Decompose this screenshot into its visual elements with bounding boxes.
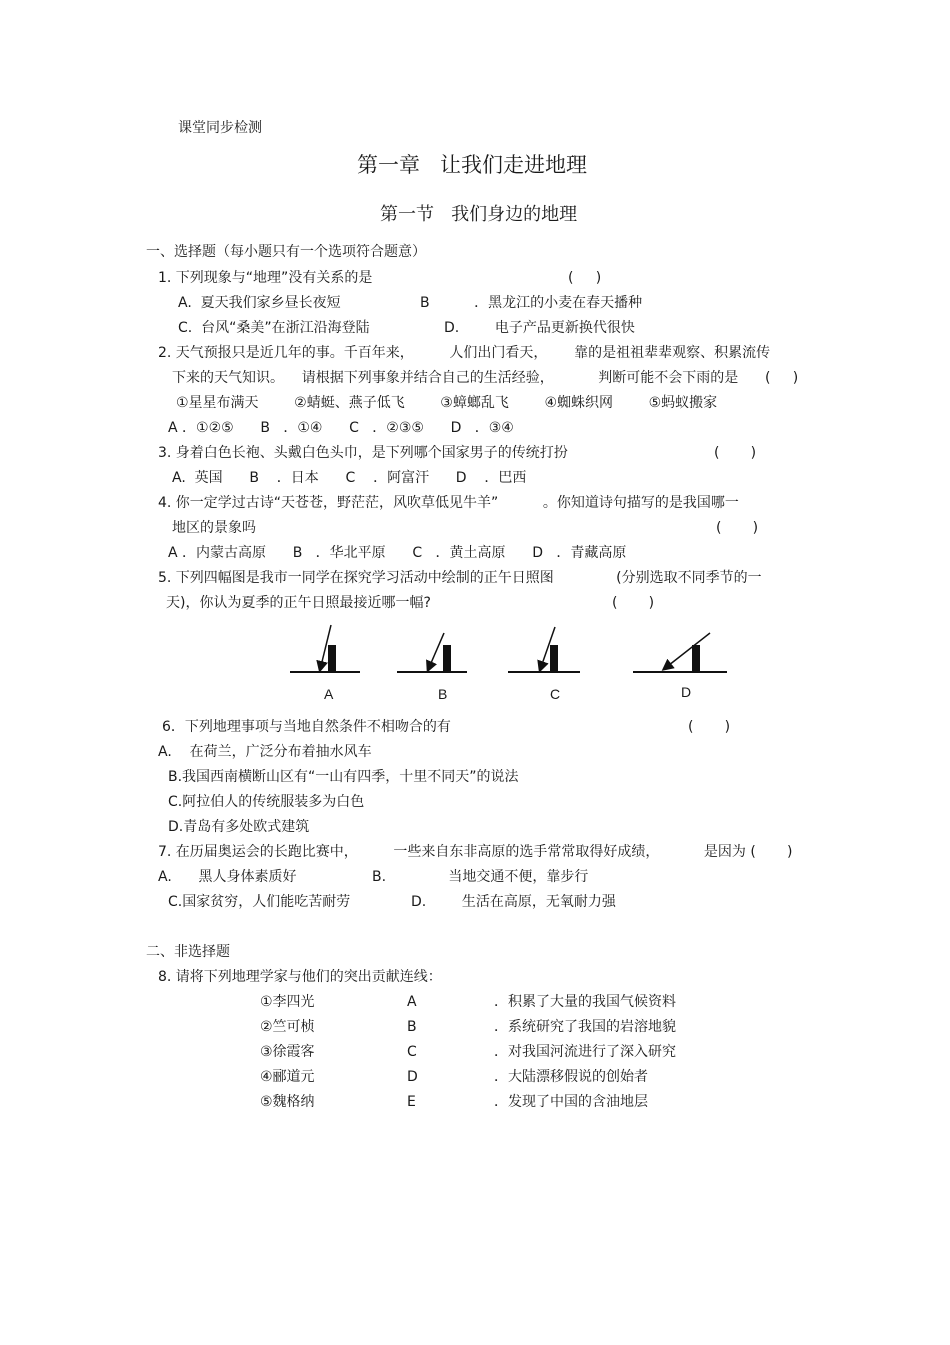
q2-items: ①星星布满天 ②蜻蜓、燕子低飞 ③蟑螂乱飞 ④蜘蛛织网 ⑤蚂蚁搬家 [176, 395, 718, 411]
figure-b [397, 633, 467, 672]
q8-contribution: ．对我国河流进行了深入研究 [494, 1044, 676, 1060]
q1-option-a: A. 夏天我们家乡昼长夜短 [178, 295, 341, 311]
q7-option-c: C.国家贫穷，人们能吃苦耐劳 [168, 894, 351, 910]
figure-label-c: C [550, 686, 561, 702]
q8-name: ②竺可桢 [260, 1019, 315, 1035]
q8-contribution: ．发现了中国的含油地层 [494, 1094, 648, 1110]
q3-options: A. 英国 B ．日本 C ．阿富汗 D ．巴西 [172, 470, 527, 486]
q8-letter: E [407, 1094, 416, 1110]
q8-name: ①李四光 [260, 994, 315, 1010]
q6-option-b: B.我国西南横断山区有“一山有四季，十里不同天”的说法 [168, 769, 519, 785]
header-label: 课堂同步检测 [178, 120, 262, 136]
q2-stem-line1: 2. 天气预报只是近几年的事。千百年来， 人们出门看天， 靠的是祖祖辈辈观察、积累流传 [158, 345, 771, 361]
q8-stem: 8. 请将下列地理学家与他们的突出贡献连线： [158, 969, 442, 985]
q8-letter: C [407, 1044, 417, 1060]
q8-letter: D [407, 1069, 418, 1085]
q7-stem: 7. 在历届奥运会的长跑比赛中， 一些来自东非高原的选手常常取得好成绩， 是因为 ( ) [158, 844, 793, 860]
q1-answer-paren: ( ) [568, 270, 602, 286]
figure-label-a: A [324, 686, 334, 702]
q8-contribution: ．系统研究了我国的岩溶地貌 [494, 1019, 676, 1035]
section-title: 第一节 我们身边的地理 [380, 204, 578, 225]
q7-option-d: D. 生活在高原，无氧耐力强 [411, 894, 616, 910]
q2-stem-line2: 下来的天气知识。 请根据下列事象并结合自己的生活经验， 判断可能不会下雨的是 ( ) [172, 370, 799, 386]
q5-stem-line2: 天)，你认为夏季的正午日照最接近哪一幅? [166, 595, 431, 611]
chapter-title: 第一章 让我们走进地理 [357, 153, 588, 177]
q6-stem: 6．下列地理事项与当地自然条件不相吻合的有 [162, 719, 451, 735]
q8-name: ③徐霞客 [260, 1044, 315, 1060]
figure-label-b: B [438, 686, 448, 702]
q6-option-d: D.青岛有多处欧式建筑 [168, 819, 310, 835]
figure-d [633, 633, 727, 672]
q4-options: A ．内蒙古高原 B ．华北平原 C ．黄土高原 D ．青藏高原 [168, 545, 627, 561]
part1-heading: 一、选择题（每小题只有一个选项符合题意） [146, 244, 426, 260]
q1-option-c: C. 台风“桑美”在浙江沿海登陆 [178, 320, 370, 336]
q6-option-c: C.阿拉伯人的传统服装多为白色 [168, 794, 365, 810]
q5-stem-line1: 5. 下列四幅图是我市一同学在探究学习活动中绘制的正午日照图 (分别选取不同季节的一 [158, 570, 762, 586]
q8-name: ④郦道元 [260, 1069, 315, 1085]
noon-sun-figure [280, 615, 740, 710]
q8-contribution: ．积累了大量的我国气候资料 [494, 994, 676, 1010]
q4-stem-line1: 4. 你一定学过古诗“天苍苍，野茫茫，风吹草低见牛羊” 。你知道诗句描写的是我国哪一 [158, 495, 739, 511]
q3-stem: 3. 身着白色长袍、头戴白色头巾，是下列哪个国家男子的传统打扮 [158, 445, 568, 461]
q6-option-a: A. 在荷兰，广泛分布着抽水风车 [158, 744, 372, 760]
q7-option-a: A. 黑人身体素质好 [158, 869, 297, 885]
q7-option-b: B. 当地交通不便，靠步行 [372, 869, 589, 885]
q5-answer-paren: ( ) [612, 595, 655, 611]
q1-stem: 1. 下列现象与“地理”没有关系的是 [158, 270, 373, 286]
q1-option-d: D. 电子产品更新换代很快 [444, 320, 635, 336]
q2-options: A ．①②⑤ B ．①④ C ．②③⑤ D ．③④ [168, 420, 514, 436]
q8-letter: B [407, 1019, 417, 1035]
q8-contribution: ．大陆漂移假说的创始者 [494, 1069, 648, 1085]
q6-answer-paren: ( ) [688, 719, 731, 735]
q3-answer-paren: ( ) [714, 445, 757, 461]
q8-name: ⑤魏格纳 [260, 1094, 315, 1110]
q4-stem-line2: 地区的景象吗 [172, 520, 256, 536]
q8-letter: A [407, 994, 417, 1010]
part2-heading: 二、非选择题 [146, 944, 230, 960]
figure-label-d: D [681, 684, 692, 700]
q1-option-b: B ．黑龙江的小麦在春天播种 [420, 295, 643, 311]
figure-c [508, 627, 580, 672]
q4-answer-paren: ( ) [716, 520, 759, 536]
figure-a [290, 625, 360, 672]
